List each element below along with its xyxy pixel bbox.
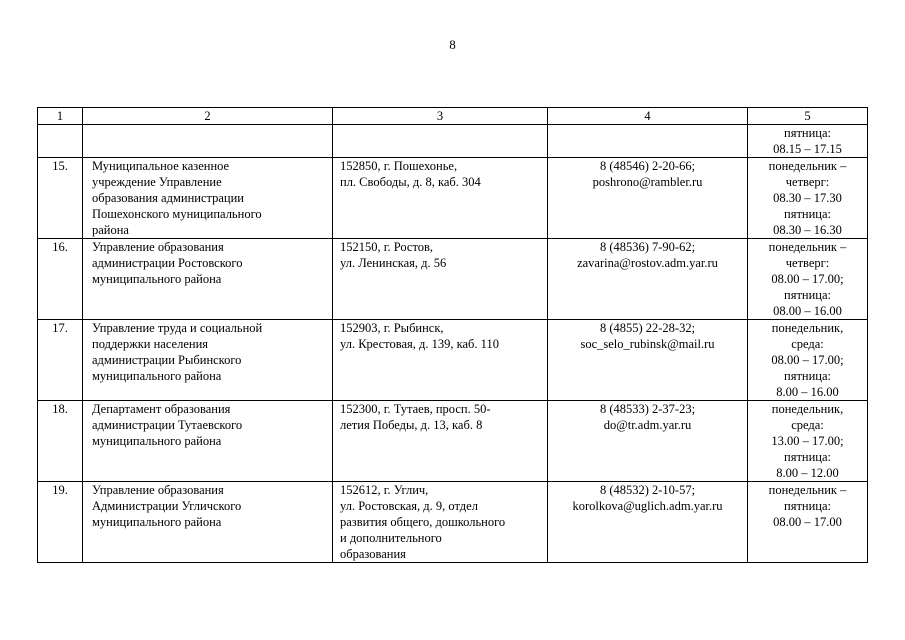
hours-line: пятница: bbox=[784, 499, 831, 513]
cell-num bbox=[38, 125, 83, 158]
header-cell: 5 bbox=[748, 108, 868, 125]
cell-contacts bbox=[548, 320, 748, 401]
hours-line: понедельник – bbox=[768, 483, 847, 497]
organizations-table bbox=[37, 107, 868, 563]
table-row bbox=[38, 482, 868, 563]
name-line: Департамент образования bbox=[92, 402, 231, 416]
address-line: пл. Свободы, д. 8, каб. 304 bbox=[340, 175, 481, 189]
contacts-line: do@tr.adm.yar.ru bbox=[603, 418, 692, 432]
name-line: муниципального района bbox=[92, 272, 222, 286]
name-line: Управление труда и социальной bbox=[92, 321, 263, 335]
hours-line: понедельник – bbox=[768, 240, 847, 254]
hours-line: четверг: bbox=[785, 256, 830, 270]
cell-hours bbox=[748, 239, 868, 320]
cell-name bbox=[83, 125, 333, 158]
hours-line: 8.00 – 12.00 bbox=[776, 466, 839, 480]
cell-address bbox=[333, 320, 548, 401]
hours-line: пятница: bbox=[784, 369, 831, 383]
name-line: образования администрации bbox=[92, 191, 244, 205]
cell-name bbox=[83, 482, 333, 563]
hours-line: 08.00 – 17.00; bbox=[771, 353, 844, 367]
cell-hours bbox=[748, 401, 868, 482]
address-line: развития общего, дошкольного bbox=[340, 515, 506, 529]
cell-contacts bbox=[548, 482, 748, 563]
header-cell: 2 bbox=[83, 108, 333, 125]
address-line: летия Победы, д. 13, каб. 8 bbox=[340, 418, 483, 432]
cell-address bbox=[333, 401, 548, 482]
name-line: администрации Тутаевского bbox=[92, 418, 243, 432]
hours-line: 08.00 – 16.00 bbox=[773, 304, 842, 318]
address-line: ул. Ленинская, д. 56 bbox=[340, 256, 447, 270]
cell-name bbox=[83, 239, 333, 320]
hours-line: понедельник, bbox=[771, 402, 844, 416]
address-line: 152300, г. Тутаев, просп. 50- bbox=[340, 402, 491, 416]
contacts-line: zavarina@rostov.adm.yar.ru bbox=[577, 256, 718, 270]
contacts-line: 8 (48536) 7-90-62; bbox=[599, 240, 696, 254]
address-line: ул. Ростовская, д. 9, отдел bbox=[340, 499, 478, 513]
address-line: и дополнительного bbox=[340, 531, 442, 545]
cell-contacts bbox=[548, 401, 748, 482]
hours-line: 08.15 – 17.15 bbox=[773, 142, 842, 156]
cell-name bbox=[83, 401, 333, 482]
hours-line: 8.00 – 16.00 bbox=[776, 385, 839, 399]
contacts-line: 8 (48532) 2-10-57; bbox=[599, 483, 696, 497]
hours-line: 13.00 – 17.00; bbox=[771, 434, 844, 448]
contacts-line: 8 (48546) 2-20-66; bbox=[599, 159, 696, 173]
name-line: муниципального района bbox=[92, 515, 222, 529]
page-number: 8 bbox=[449, 37, 456, 52]
address-line: 152150, г. Ростов, bbox=[340, 240, 434, 254]
header-cell: 4 bbox=[548, 108, 748, 125]
cell-name bbox=[83, 158, 333, 239]
name-line: Администрации Угличского bbox=[92, 499, 242, 513]
cell-num: 17. bbox=[38, 320, 83, 401]
contacts-line: soc_selo_rubinsk@mail.ru bbox=[580, 337, 715, 351]
table-row bbox=[38, 320, 868, 401]
table-header-row bbox=[38, 108, 868, 125]
name-line: Управление образования bbox=[92, 240, 224, 254]
cell-address bbox=[333, 482, 548, 563]
hours-line: среда: bbox=[791, 418, 824, 432]
cell-hours bbox=[748, 158, 868, 239]
hours-line: пятница: bbox=[784, 450, 831, 464]
name-line: Управление образования bbox=[92, 483, 224, 497]
name-line: поддержки населения bbox=[92, 337, 209, 351]
hours-line: 08.30 – 17.30 bbox=[773, 191, 842, 205]
name-line: муниципального района bbox=[92, 434, 222, 448]
name-line: учреждение Управление bbox=[92, 175, 222, 189]
contacts-line: korolkova@uglich.adm.yar.ru bbox=[572, 499, 723, 513]
cell-num: 15. bbox=[38, 158, 83, 239]
cell-address bbox=[333, 125, 548, 158]
header-cell: 3 bbox=[333, 108, 548, 125]
name-line: муниципального района bbox=[92, 369, 222, 383]
table-row bbox=[38, 239, 868, 320]
cell-address bbox=[333, 158, 548, 239]
name-line: Пошехонского муниципального bbox=[92, 207, 262, 221]
hours-line: 08.30 – 16.30 bbox=[773, 223, 842, 237]
address-line: ул. Крестовая, д. 139, каб. 110 bbox=[340, 337, 499, 351]
table-row bbox=[38, 158, 868, 239]
cell-hours bbox=[748, 320, 868, 401]
cell-num: 16. bbox=[38, 239, 83, 320]
name-line: Муниципальное казенное bbox=[92, 159, 230, 173]
cell-contacts bbox=[548, 239, 748, 320]
cell-name bbox=[83, 320, 333, 401]
hours-line: пятница: bbox=[784, 126, 831, 140]
cell-contacts bbox=[548, 125, 748, 158]
cell-address bbox=[333, 239, 548, 320]
address-line: образования bbox=[340, 547, 406, 561]
hours-line: 08.00 – 17.00 bbox=[773, 515, 842, 529]
continuation-row bbox=[38, 125, 868, 158]
address-line: 152612, г. Углич, bbox=[340, 483, 429, 497]
cell-hours bbox=[748, 482, 868, 563]
name-line: администрации Рыбинского bbox=[92, 353, 242, 367]
cell-num: 18. bbox=[38, 401, 83, 482]
cell-hours bbox=[748, 125, 868, 158]
header-cell: 1 bbox=[38, 108, 83, 125]
hours-line: пятница: bbox=[784, 288, 831, 302]
table-row bbox=[38, 401, 868, 482]
hours-line: четверг: bbox=[785, 175, 830, 189]
hours-line: среда: bbox=[791, 337, 824, 351]
cell-contacts bbox=[548, 158, 748, 239]
name-line: администрации Ростовского bbox=[92, 256, 243, 270]
hours-line: понедельник – bbox=[768, 159, 847, 173]
cell-num: 19. bbox=[38, 482, 83, 563]
contacts-line: 8 (4855) 22-28-32; bbox=[599, 321, 696, 335]
hours-line: 08.00 – 17.00; bbox=[771, 272, 844, 286]
contacts-line: 8 (48533) 2-37-23; bbox=[599, 402, 696, 416]
address-line: 152903, г. Рыбинск, bbox=[340, 321, 444, 335]
hours-line: пятница: bbox=[784, 207, 831, 221]
address-line: 152850, г. Пошехонье, bbox=[340, 159, 458, 173]
hours-line: понедельник, bbox=[771, 321, 844, 335]
contacts-line: poshrono@rambler.ru bbox=[592, 175, 703, 189]
name-line: района bbox=[92, 223, 129, 237]
